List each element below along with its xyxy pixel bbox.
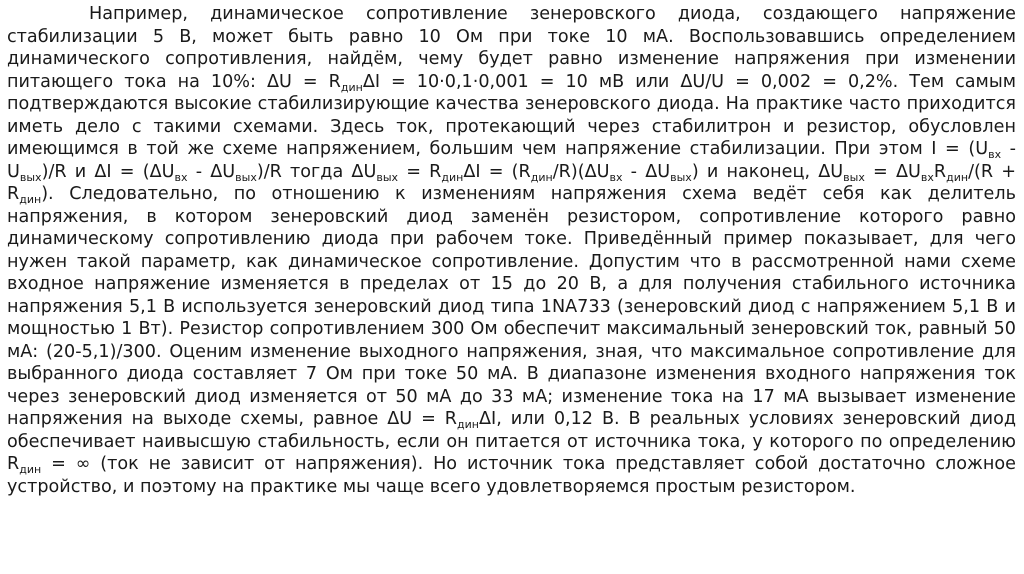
- subscript: дин: [19, 193, 42, 206]
- subscript: дин: [441, 170, 464, 184]
- subscript: вых: [670, 170, 692, 184]
- subscript: дин: [457, 418, 479, 431]
- subscript: дин: [530, 170, 553, 184]
- text-run: ΔI, или 0,12 В. В реальных условиях зенеровский диод обеспечивает наивысшую стабильность, если он питается от источника тока, у которого по определению R: [7, 409, 1017, 474]
- text-run: ΔI = 10·0,1·0,001 = 10 мВ или ΔU/U = 0,002 = 0,2%. Тем самым подтверждаются высокие стабилизирующие качества зенеровского диода. На практике часто приходится иметь дело с такими схемами. Здесь ток, протекающий через стабилитрон и резистор, обусловлен имеющимся в той же схеме напряжением, большим чем напряжение стабилизации. При этом I = (U: [7, 71, 1016, 159]
- subscript: вых: [19, 170, 42, 184]
- text-run: /R)(ΔU: [552, 161, 610, 182]
- subscript: дин: [340, 80, 363, 94]
- subscript: дин: [19, 463, 42, 476]
- text-run: ΔI = (R: [463, 161, 531, 182]
- subscript: вых: [235, 170, 257, 184]
- subscript: дин: [946, 170, 969, 184]
- text-run: = ΔU: [864, 161, 921, 182]
- text-run: R: [933, 161, 947, 182]
- body-paragraph: [7, 3, 1016, 498]
- text-run: /(R + R: [7, 161, 1017, 204]
- text-run: - ΔU: [187, 161, 236, 182]
- text-run: - U: [7, 139, 1016, 182]
- text-run: Например, динамическое сопротивление зенеровского диода, создающего напряжение стабилизации 5 В, может быть равно 10 Ом при токе 10 мА. Воспользовавшись определением динамического сопротивления, найдём, чему будет равно изменение напряжения при изменении питающего тока на 10%: ΔU = R: [7, 4, 1016, 92]
- text-run: ) и наконец, ΔU: [691, 161, 844, 182]
- text-run: ). Следовательно, по отношению к изменениям напряжения схема ведёт себя как делитель напряжения, в котором зенеровский диод заменён резистором, сопротивление которого равно динамическому сопротивлению диода при рабочем токе. Приведённый пример показывает, для чего нужен такой параметр, как динамическое сопротивление. Допустим что в рассмотренной нами схеме входное напряжение изменяется в пределах от 15 до 20 В, а для получения стабильного источника напряжения 5,1 В используется зенеровский диод типа 1NA733 (зенеровский диод с напряжением 5,1 В и мощностью 1 Вт). Резистор сопротивлением 300 Ом обеспечит максимальный зенеровский ток, равный 50 мА: (20-5,1)/300. Оценим изменение выходного напряжения, зная, что максимальное сопротивление для выбранного диода составляет 7 Ом при токе 50 мА. В диапазоне изменения входного напряжения ток через зенеровский диод изменяется от 50 мА до 33 мА; изменение тока на 17 мА вызывает изменение напряжения на выходе схемы, равное ΔU = R: [7, 184, 1016, 429]
- subscript: вх: [609, 170, 623, 184]
- text-run: = R: [398, 161, 442, 182]
- text-run: - ΔU: [622, 161, 671, 182]
- text-run: )/R и ΔI = (ΔU: [41, 161, 175, 182]
- text-run: )/R тогда ΔU: [256, 161, 377, 182]
- subscript: вых: [376, 170, 399, 184]
- subscript: вх: [920, 170, 934, 184]
- text-run: = ∞ (ток не зависит от напряжения). Но источник тока представляет собой достаточно сложное устройство, и поэтому на практике мы чаще всего удовлетворяемся простым резистором.: [7, 454, 1016, 497]
- subscript: вх: [174, 170, 188, 184]
- subscript: вх: [988, 148, 1002, 161]
- subscript: вых: [843, 170, 865, 184]
